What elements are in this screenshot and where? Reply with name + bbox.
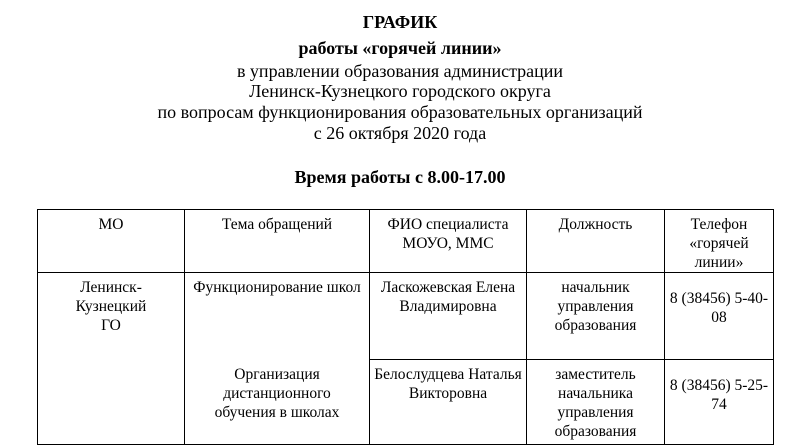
phone-cell: 8 (38456) 5-40-08 [665, 273, 774, 360]
column-header-position: Должность [527, 210, 665, 273]
mo-value: Ленинск-Кузнецкий ГО [75, 279, 147, 334]
column-header-phone: Телефон «горячей линии» [665, 210, 774, 273]
column-header-specialist: ФИО специалиста МОУО, ММС [370, 210, 527, 273]
topic-value: Организация дистанционного обучения в школах [214, 365, 340, 421]
specialist-cell: Белослудцева Наталья Викторовна [370, 360, 527, 445]
header-line-4: с 26 октября 2020 года [313, 123, 487, 143]
column-header-topic: Тема обращений [185, 210, 370, 273]
document-title: ГРАФИК [362, 12, 438, 32]
header-line-2: Ленинск-Кузнецкого городского округа [249, 81, 551, 101]
header-line-1: в управлении образования администрации [236, 61, 564, 81]
table-row [38, 273, 774, 360]
specialist-cell: Ласкожевская Елена Владимировна [370, 273, 527, 360]
topic-cell [185, 360, 370, 445]
work-hours: Время работы с 8.00-17.00 [294, 167, 506, 187]
schedule-table [37, 209, 774, 445]
position-cell: заместитель начальника управления образования [527, 360, 665, 445]
document-subtitle: работы «горячей линии» [298, 38, 502, 58]
topic-cell: Функционирование школ [185, 273, 370, 360]
column-header-mo: МО [38, 210, 185, 273]
mo-cell [38, 273, 185, 445]
phone-cell: 8 (38456) 5-25-74 [665, 360, 774, 445]
header-line-3: по вопросам функционирования образовательных организаций [157, 102, 643, 122]
position-cell: начальник управления образования [527, 273, 665, 360]
table-header-row [38, 210, 774, 273]
